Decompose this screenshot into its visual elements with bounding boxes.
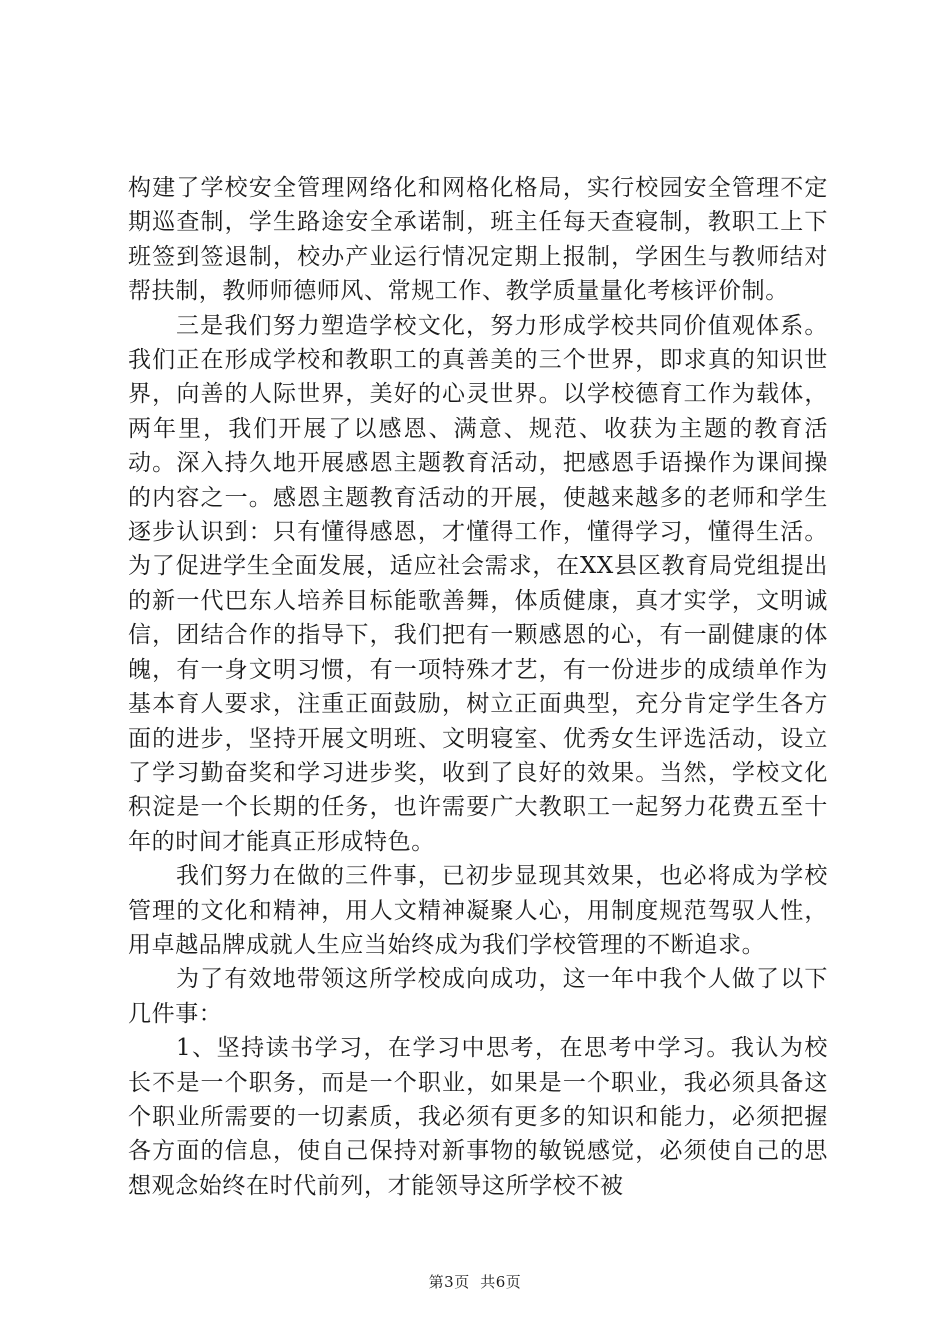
page-total: 共6页 [480,1273,522,1291]
document-body [128,171,828,1203]
paragraph-5: 1、坚持读书学习，在学习中思考，在思考中学习。我认为校长不是一个职务，而是一个职业，如果是一个职业，我必须具备这个职业所需要的一切素质，我必须有更多的知识和能力，必须把握各方面的信息，使自己保持对新事物的敏锐感觉，必须使自己的思想观念始终在时代前列，才能领导这所学校不被 [128,1035,828,1199]
paragraph-1: 构建了学校安全管理网络化和网格化格局，实行校园安全管理不定期巡查制，学生路途安全承诺制，班主任每天查寝制，教职工上下班签到签退制，校办产业运行情况定期上报制，学困生与教师结对帮扶制，教师师德师风、常规工作、教学质量量化考核评价制。 [128,175,828,305]
paragraph-4: 为了有效地带领这所学校成向成功，这一年中我个人做了以下几件事： [128,966,828,1027]
paragraph-2: 三是我们努力塑造学校文化，努力形成学校共同价值观体系。我们正在形成学校和教职工的真善美的三个世界，即求真的知识世界，向善的人际世界，美好的心灵世界。以学校德育工作为载体，两年里，我们开展了以感恩、满意、规范、收获为主题的教育活动。深入持久地开展感恩主题教育活动，把感恩手语操作为课间操的内容之一。感恩主题教育活动的开展，使越来越多的老师和学生逐步认识到：只有懂得感恩，才懂得工作，懂得学习，懂得生活。为了促进学生全面发展，适应社会需求，在XX县区教育局党组提出的新一代巴东人培养目标能歌善舞，体质健康，真才实学，文明诚信，团结合作的指导下，我们把有一颗感恩的心，有一副健康的体魄，有一身文明习惯，有一项特殊才艺，有一份进步的成绩单作为基本育人要求，注重正面鼓励，树立正面典型，充分肯定学生各方面的进步，坚持开展文明班、文明寝室、优秀女生评选活动，设立了学习勤奋奖和学习进步奖，收到了良好的效果。当然，学校文化积淀是一个长期的任务，也许需要广大教职工一起努力花费五至十年的时间才能真正形成特色。 [128,312,828,855]
page-number: 第3页 [428,1273,470,1291]
paragraph-3: 我们努力在做的三件事，已初步显现其效果，也必将成为学校管理的文化和精神，用人文精神凝聚人心，用制度规范驾驭人性，用卓越品牌成就人生应当始终成为我们学校管理的不断追求。 [128,863,828,958]
page-footer [0,1272,950,1292]
